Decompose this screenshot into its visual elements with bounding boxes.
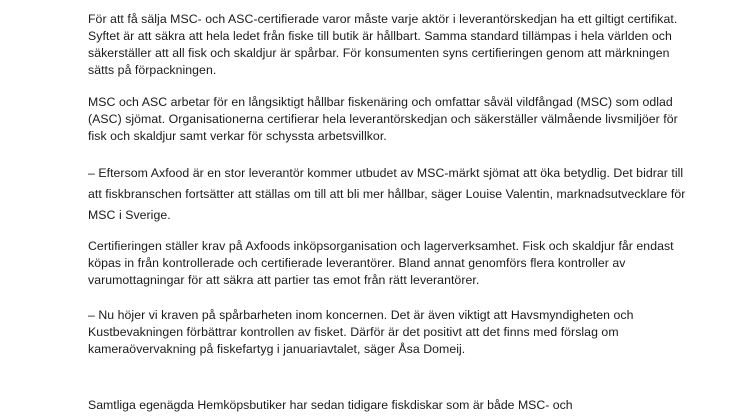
document-body bbox=[88, 11, 688, 412]
paragraph-msc-asc-mission: MSC och ASC arbetar för en långsiktigt hållbar fiskenäring och omfattar såväl vildfångad (MSC) som odlad (ASC) sjömat. Organisationerna certifierar hela leverantörskedjan och säkerställer välmående livsmiljöer för fisk och skaldjur samt verkar för schyssta arbetsvillkor. bbox=[88, 95, 678, 143]
paragraph-axfood-requirements: Certifieringen ställer krav på Axfoods inköpsorganisation och lagerverksamhet. Fisk och skaldjur får endast köpas in från kontrollerade och certifierade leverantörer. Bland annat genomförs flera kontroller av varumottagningar för att säkra att partier tas emot från rätt leverantörer. bbox=[88, 239, 674, 287]
paragraph-certification-requirements: För att få sälja MSC- och ASC-certifierade varor måste varje aktör i leverantörskedjan ha ett giltigt certifikat. Syftet är att säkra att hela ledet från fiske till butik är hållbart. Samma standard tillämpas i hela världen och säkerställer att all fisk och skaldjur är spårbar. För konsumenten syns certifieringen genom att märkningen sätts på förpackningen. bbox=[88, 12, 678, 77]
paragraph-quote-louise-valentin: – Eftersom Axfood är en stor leverantör kommer utbudet av MSC-märkt sjömat att öka betydlig. Det bidrar till att fiskbranschen fortsätter att ställas om till att bli mer hållbar, säger Louise Valentin, marknadsutvecklare för MSC i Sverige. bbox=[88, 166, 686, 222]
paragraph-quote-asa-domeij: – Nu höjer vi kraven på spårbarheten inom koncernen. Det är även viktigt att Havsmyndigheten och Kustbevakningen förbättrar kontrollen av fisket. Därför är det positivt att det finns med förslag om kameraövervakning på fiskefartyg i januariavtalet, säger Åsa Domeij. bbox=[88, 308, 634, 356]
paragraph-hemkop-stores: Samtliga egenägda Hemköpsbutiker har sedan tidigare fiskdiskar som är både MSC- och bbox=[88, 398, 573, 412]
